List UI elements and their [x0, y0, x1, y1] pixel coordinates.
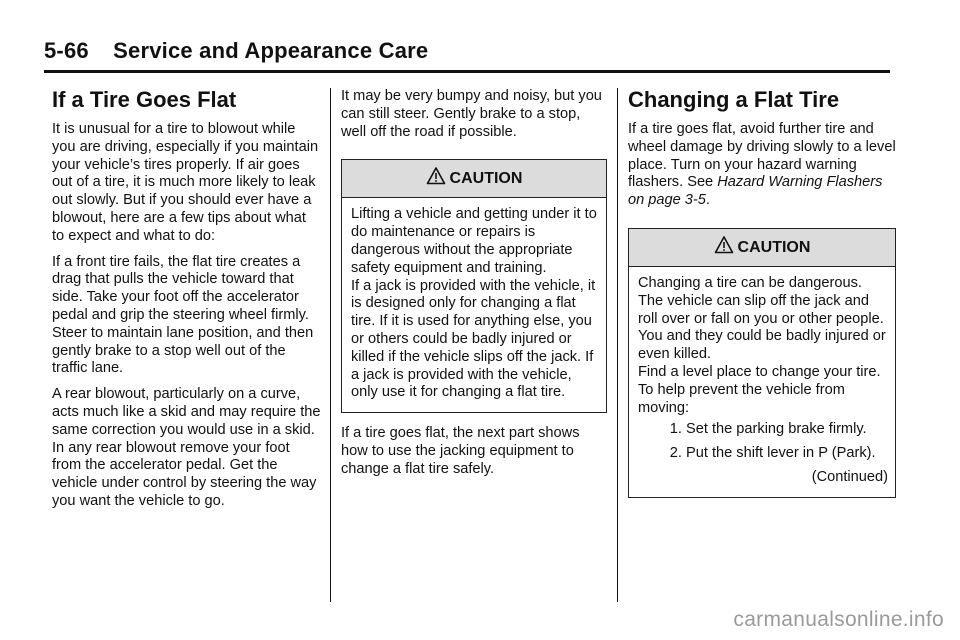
- paragraph: A rear blowout, particularly on a curve, acts much like a skid and may require the same correction you would use in a skid. In any rear blowout remove your foot from the accelerator pedal. Get the vehicle under control by steering the way you want the vehicle to go.: [52, 386, 321, 509]
- list-item: 2. Put the shift lever in P (Park).: [686, 445, 888, 463]
- caution-text: Find a level place to change your tire. To help prevent the vehicle from moving:: [638, 363, 881, 416]
- paragraph: It may be very bumpy and noisy, but you can still steer. Gently brake to a stop, well off the road if possible.: [341, 88, 602, 140]
- cross-reference-link[interactable]: Hazard Warning Flashers on page 3-5: [628, 174, 883, 209]
- column-divider: [617, 88, 618, 602]
- column-middle: [341, 88, 607, 487]
- paragraph: If a tire goes flat, the next part shows how to use the jacking equipment to change a flat tire safely.: [341, 425, 580, 477]
- caution-box: [341, 159, 607, 413]
- watermark: carmanualsonline.info: [733, 608, 944, 631]
- caution-body: [629, 267, 895, 497]
- column-divider: [330, 88, 331, 602]
- paragraph: If a front tire fails, the flat tire creates a drag that pulls the vehicle toward that side. Take your foot off the accelerator pedal and grip the steering wheel firmly. Steer to maintain lane position, and then gently brake to a stop well out of the traffic lane.: [52, 253, 314, 377]
- paragraph: It is unusual for a tire to blowout while you are driving, especially if you maintain your vehicle’s tires properly. If air goes out of a tire, it is much more likely to leak out slowly. But if you should ever have a blowout, here are a few tips about what to expect and what to do:: [52, 121, 319, 244]
- caution-body: [342, 198, 606, 412]
- steps-list: [638, 421, 888, 463]
- warning-icon: [714, 235, 734, 260]
- list-item: 1. Set the parking brake firmly.: [686, 421, 888, 439]
- caution-title: CAUTION: [449, 169, 523, 187]
- page-header: [44, 38, 428, 64]
- caution-text: If a jack is provided with the vehicle, it is designed only for changing a flat tire. If it is used for anything else, you or others could be badly injured or killed if the vehicle slips off the jack. If a jack is provided with the vehicle, only use it for changing a flat tire.: [351, 277, 596, 401]
- caution-header: [342, 160, 606, 198]
- page-number: 5-66: [44, 38, 89, 63]
- caution-text: Changing a tire can be dangerous. The vehicle can slip off the jack and roll over or fall on you or other people. You and they could be badly injured or even killed.: [638, 274, 886, 363]
- column-left: [52, 88, 322, 519]
- paragraph: [628, 121, 896, 210]
- warning-icon: [426, 166, 446, 191]
- paragraph-end: .: [705, 192, 710, 209]
- header-rule: [44, 70, 890, 73]
- continued-label: (Continued): [811, 468, 888, 485]
- caution-title: CAUTION: [737, 238, 811, 256]
- section-title: Service and Appearance Care: [113, 38, 429, 63]
- caution-box: [628, 228, 896, 498]
- heading-tire-flat: If a Tire Goes Flat: [52, 87, 237, 112]
- caution-header: [629, 229, 895, 267]
- column-right: [628, 88, 896, 510]
- caution-text: Lifting a vehicle and getting under it to do maintenance or repairs is dangerous without the appropriate safety equipment and training.: [351, 206, 597, 276]
- paragraph-text: If a tire goes flat, avoid further tire and wheel damage by driving slowly to a level place. Turn on your hazard warning flashers. See: [628, 121, 896, 191]
- heading-changing-tire: Changing a Flat Tire: [628, 87, 840, 112]
